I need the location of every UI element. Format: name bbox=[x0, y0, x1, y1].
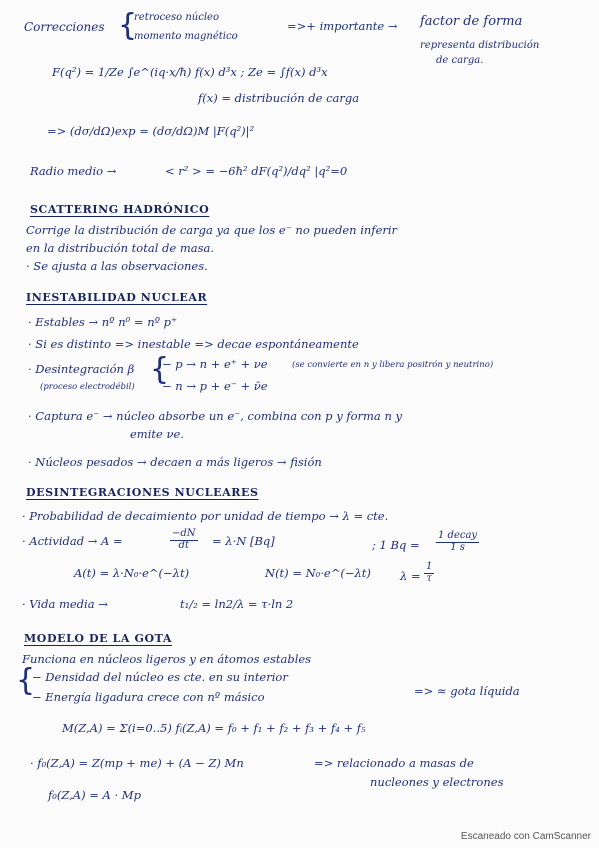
section-heading-desintegraciones: DESINTEGRACIONES NUCLEARES bbox=[26, 486, 259, 499]
f0-alt-formula: f₀(Z,A) = A · Mp bbox=[48, 788, 141, 802]
lambda-numerator: 1 bbox=[426, 561, 433, 572]
beta-minus-reaction: − n → p + e⁻ + ν̄e bbox=[162, 379, 268, 393]
vida-media-label: · Vida media → bbox=[22, 597, 108, 611]
lambda-label: λ = bbox=[400, 569, 421, 583]
lambda-fraction bbox=[424, 562, 434, 584]
actividad-label: · Actividad → A = bbox=[22, 534, 123, 548]
proceso-electrodebil-label: (proceso electrodébil) bbox=[40, 382, 135, 392]
correcciones-brace: { bbox=[118, 8, 138, 43]
correccion-item-2: momento magnético bbox=[134, 31, 238, 42]
actividad-denominator: dt bbox=[178, 539, 189, 551]
becquerel-numerator: 1 decay bbox=[438, 530, 478, 541]
scattering-line-3: · Se ajusta a las observaciones. bbox=[26, 259, 208, 273]
representa-line-1: representa distribución bbox=[420, 40, 540, 51]
section-heading-scattering: SCATTERING HADRÓNICO bbox=[30, 203, 210, 216]
becquerel-fraction bbox=[436, 531, 479, 553]
relacionado-line-1: => relacionado a masas de bbox=[314, 756, 474, 770]
becquerel-label: ; 1 Bq = bbox=[372, 538, 420, 552]
lambda-denominator: τ bbox=[426, 572, 432, 584]
activity-time-formula: A(t) = λ·N₀·e^(−λt) bbox=[74, 566, 190, 580]
gota-brace: { bbox=[16, 663, 36, 698]
gota-liquida-text: => ≈ gota líquida bbox=[414, 684, 520, 698]
scattering-line-2: en la distribución total de masa. bbox=[26, 241, 215, 255]
actividad-rest: = λ·N [Bq] bbox=[212, 534, 275, 548]
vida-media-formula: t₁/₂ = ln2/λ = τ·ln 2 bbox=[180, 597, 294, 611]
gota-line-2: − Densidad del núcleo es cte. en su interior bbox=[32, 670, 288, 684]
factor-forma-text: factor de forma bbox=[420, 14, 523, 29]
mass-formula: M(Z,A) = Σ(i=0..5) fᵢ(Z,A) = f₀ + f₁ + f₂ + f₃ + f₄ + f₅ bbox=[62, 721, 366, 735]
n-time-formula: N(t) = N₀·e^(−λt) bbox=[265, 566, 371, 580]
f-definition: f(x) = distribución de carga bbox=[198, 91, 360, 105]
form-factor-formula: F(q²) = 1/Ze ∫e^(iq·x/ħ) f(x) d³x ; Ze = ∫f(x) d³x bbox=[52, 65, 328, 79]
actividad-fraction bbox=[170, 529, 198, 551]
camscanner-footer: Escaneado con CamScanner bbox=[460, 831, 591, 842]
gota-line-1: Funciona en núcleos ligeros y en átomos estables bbox=[22, 652, 312, 666]
captura-line-2: emite νe. bbox=[130, 427, 184, 441]
section-heading-gota: MODELO DE LA GOTA bbox=[24, 632, 172, 645]
cross-section-formula: => (dσ/dΩ)exp = (dσ/dΩ)M |F(q²)|² bbox=[47, 124, 255, 138]
estables-line: · Estables → nº n⁰ = nº p⁺ bbox=[28, 315, 178, 329]
beta-plus-reaction: − p → n + e⁺ + νe bbox=[162, 357, 268, 371]
correccion-item-1: retroceso núcleo bbox=[134, 12, 219, 23]
relacionado-line-2: nucleones y electrones bbox=[370, 775, 504, 789]
distinto-line: · Si es distinto => inestable => decae espontáneamente bbox=[28, 337, 359, 351]
importante-text: =>+ importante → bbox=[287, 19, 398, 33]
captura-line-1: · Captura e⁻ → núcleo absorbe un e⁻, combina con p y forma n y bbox=[28, 409, 402, 423]
desintegracion-beta-label: · Desintegración β bbox=[28, 362, 135, 376]
actividad-numerator: −dN bbox=[172, 528, 196, 539]
correcciones-label: Correcciones bbox=[24, 20, 105, 34]
gota-line-3: − Energía ligadura crece con nº másico bbox=[32, 690, 265, 704]
pesados-line: · Núcleos pesados → decaen a más ligeros → fisión bbox=[28, 455, 322, 469]
radio-medio-label: Radio medio → bbox=[30, 164, 117, 178]
representa-line-2: de carga. bbox=[436, 55, 484, 66]
beta-plus-note: (se convierte en n y libera positrón y neutrino) bbox=[292, 360, 494, 370]
f0-formula: · f₀(Z,A) = Z(mp + me) + (A − Z) Mn bbox=[30, 756, 244, 770]
probabilidad-line: · Probabilidad de decaimiento por unidad de tiempo → λ = cte. bbox=[22, 509, 389, 523]
scattering-line-1: Corrige la distribución de carga ya que los e⁻ no pueden inferir bbox=[26, 223, 398, 237]
becquerel-denominator: 1 s bbox=[450, 541, 465, 553]
radio-medio-formula: < r² > = −6ħ² dF(q²)/dq² |q²=0 bbox=[165, 164, 348, 178]
beta-brace: { bbox=[150, 352, 170, 387]
section-heading-inestabilidad: INESTABILIDAD NUCLEAR bbox=[26, 291, 208, 304]
